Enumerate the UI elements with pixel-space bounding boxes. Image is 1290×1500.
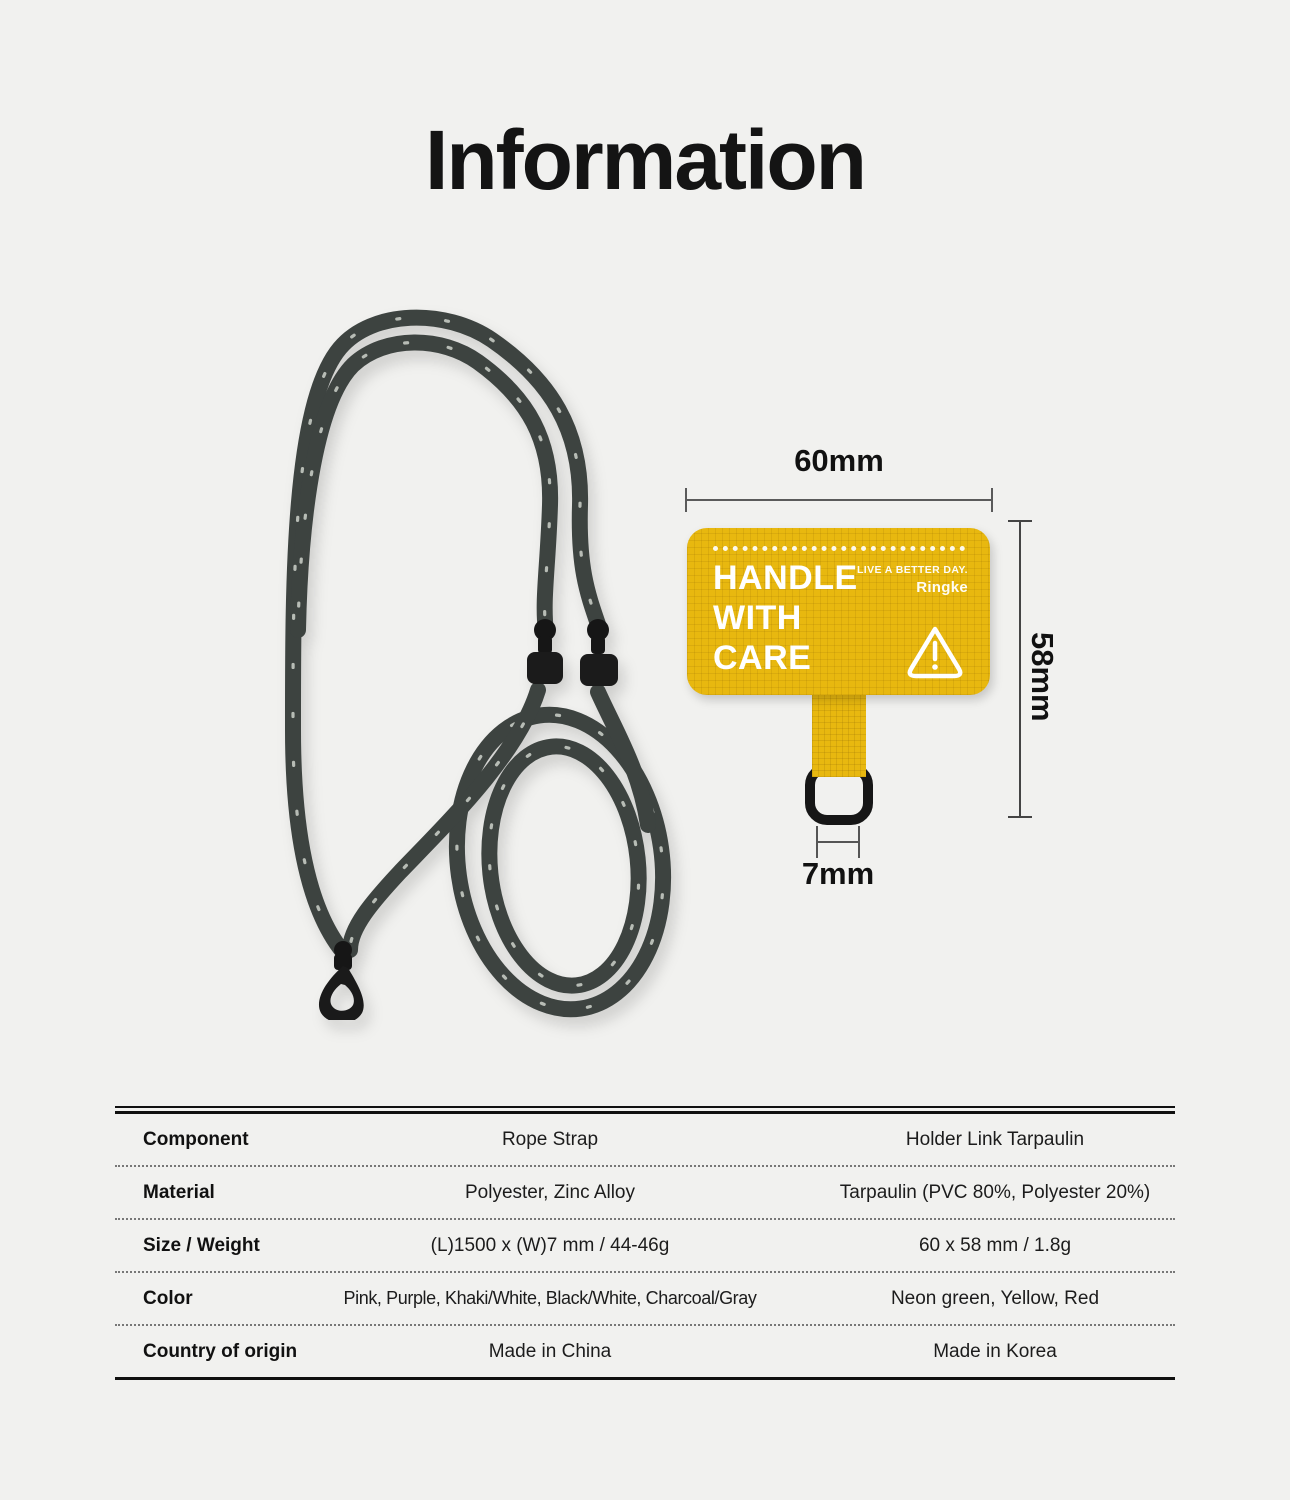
rope-coil: [438, 701, 680, 1020]
tag-warning-text: [713, 558, 858, 678]
ring-dimension-line: [806, 824, 872, 860]
table-row-component: [115, 1114, 1175, 1165]
row-label: Color: [143, 1287, 193, 1309]
table-top-border: [115, 1106, 1175, 1108]
rope-strap-value: Made in China: [488, 1340, 612, 1362]
tag-brand-block: [857, 564, 968, 596]
tag-perforation-dots: [713, 546, 965, 551]
warning-triangle-icon: [904, 623, 966, 681]
rope-strap-value: Rope Strap: [501, 1128, 599, 1150]
rope-strap-value: Pink, Purple, Khaki/White, Black/White, Charcoal/Gray: [343, 1288, 757, 1308]
width-dimension-label: 60mm: [794, 443, 884, 478]
tag-warning-line3: CARE: [713, 639, 812, 677]
table-row-country: [115, 1324, 1175, 1377]
row-label: Material: [143, 1181, 215, 1203]
table-row-color: [115, 1271, 1175, 1324]
holder-link-value: Tarpaulin (PVC 80%, Polyester 20%): [839, 1181, 1151, 1203]
table-row-material: [115, 1165, 1175, 1218]
row-label: Component: [143, 1128, 249, 1150]
rope-strap-value: Polyester, Zinc Alloy: [464, 1181, 636, 1203]
tag-tagline: LIVE A BETTER DAY.: [856, 564, 968, 576]
table-row-size-weight: [115, 1218, 1175, 1271]
height-dimension-label: 58mm: [1025, 632, 1060, 722]
row-label: Size / Weight: [143, 1234, 260, 1256]
holder-link-tag: [687, 528, 990, 695]
page-title: Information: [425, 113, 865, 207]
table-bottom-border: [115, 1377, 1175, 1380]
row-label: Country of origin: [143, 1340, 298, 1362]
brand-logo: Ringke: [916, 579, 968, 596]
tag-warning-line1: HANDLE: [713, 559, 858, 597]
holder-link-value: Neon green, Yellow, Red: [890, 1287, 1100, 1309]
ring-dimension-label: 7mm: [801, 856, 875, 891]
rope-strap-value: (L)1500 x (W)7 mm / 44-46g: [430, 1234, 670, 1256]
spec-table: [115, 1106, 1175, 1380]
tag-stem: [812, 693, 866, 777]
holder-link-value: Made in Korea: [933, 1340, 1057, 1362]
height-dimension-line: [1006, 518, 1034, 820]
width-dimension-line: [680, 486, 998, 514]
holder-link-value: Holder Link Tarpaulin: [905, 1128, 1085, 1150]
rope-strap-image: [100, 300, 680, 1020]
rope-adjusters: [527, 619, 618, 686]
holder-link-value: 60 x 58 mm / 1.8g: [918, 1234, 1072, 1256]
tag-warning-line2: WITH: [713, 599, 802, 637]
